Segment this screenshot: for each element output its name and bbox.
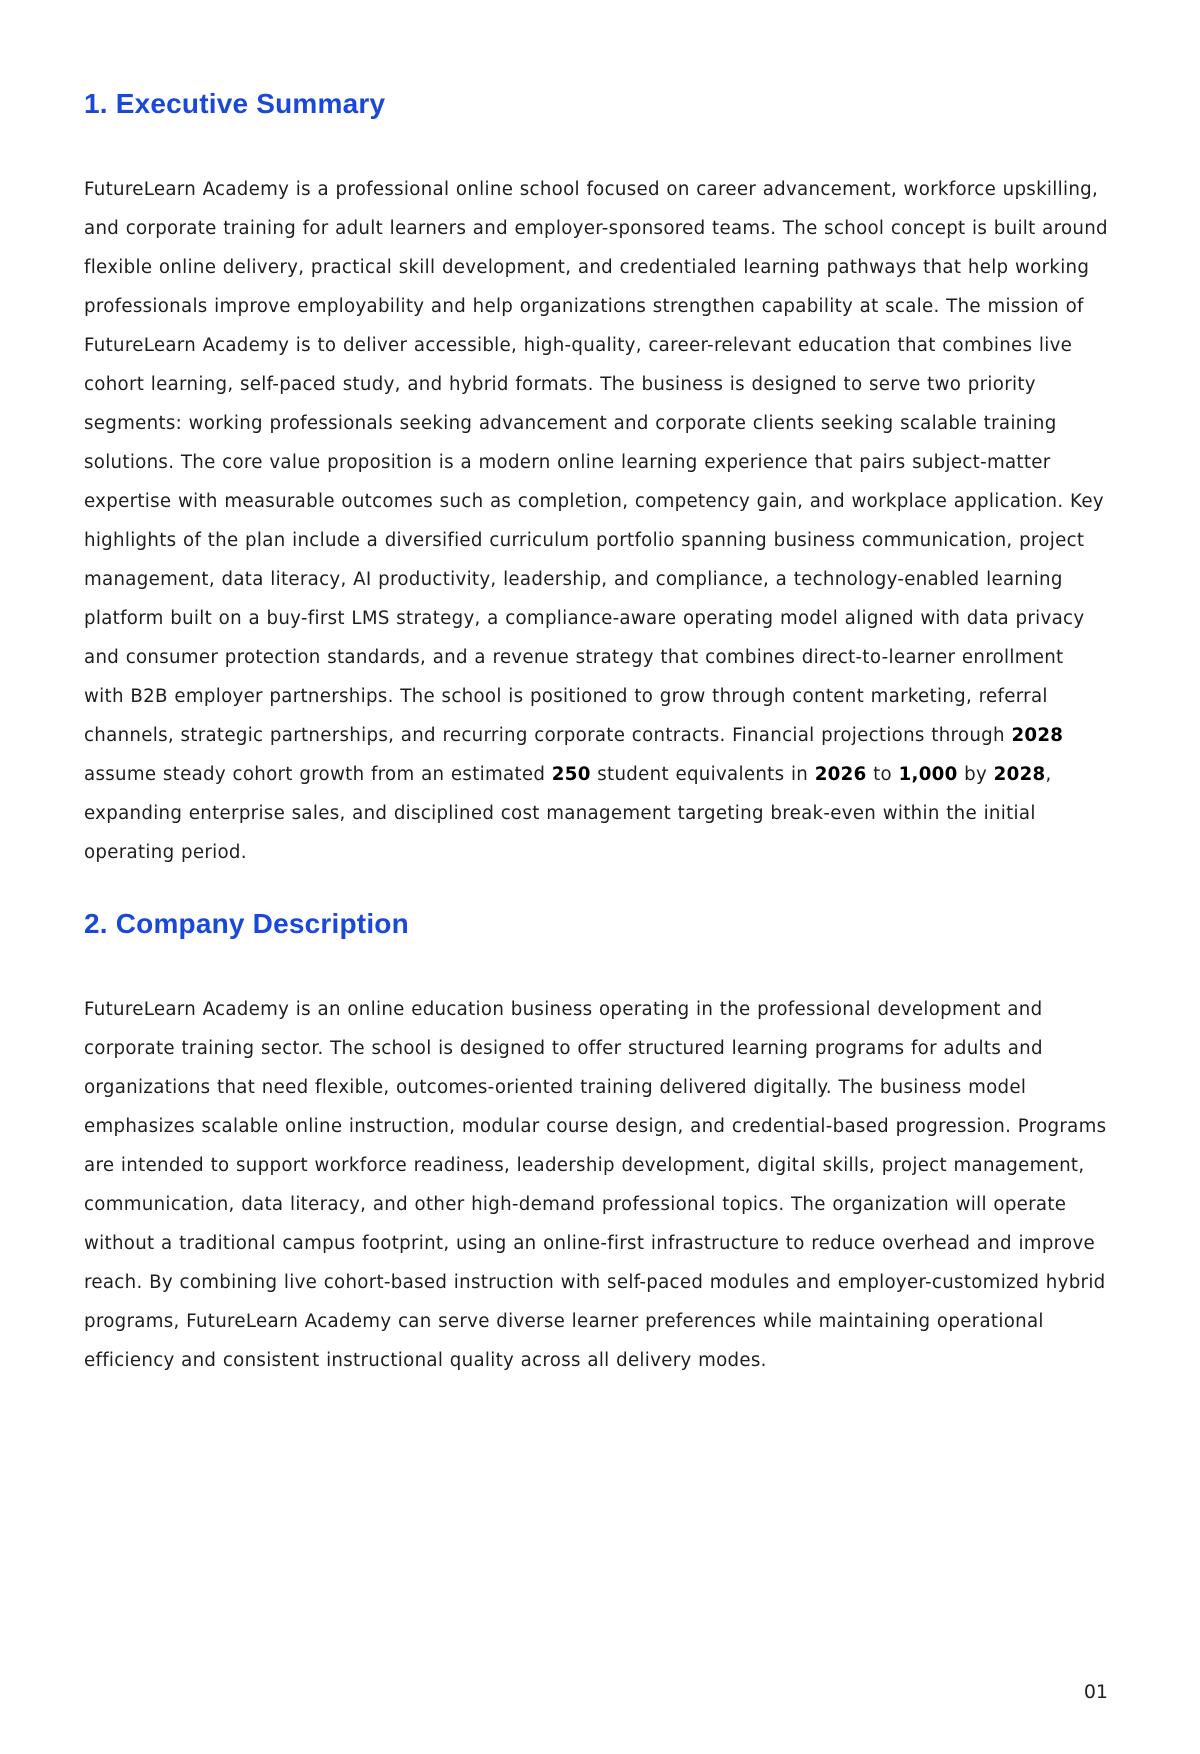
bold-figure: 2028 bbox=[993, 764, 1046, 785]
section-executive-summary bbox=[84, 84, 1109, 872]
section-body bbox=[84, 170, 1109, 872]
section-company-description bbox=[84, 904, 1109, 1380]
body-text-run: by bbox=[957, 764, 994, 785]
bold-figure: 2028 bbox=[1011, 725, 1064, 746]
body-text-run: , expanding enterprise sales, and disciplined cost management targeting break-even within the initial operating period. bbox=[84, 764, 1052, 863]
bold-figure: 250 bbox=[551, 764, 591, 785]
body-text-run: FutureLearn Academy is an online education business operating in the professional development and corporate training sector. The school is designed to offer structured learning programs for adults and organizations that need flexible, outcomes-oriented training delivered digitally. The business model emphasizes scalable online instruction, modular course design, and credential-based progression. Programs are intended to support workforce readiness, leadership development, digital skills, project management, communication, data literacy, and other high-demand professional topics. The organization will operate without a traditional campus footprint, using an online-first infrastructure to reduce overhead and improve reach. By combining live cohort-based instruction with self-paced modules and employer-customized hybrid programs, FutureLearn Academy can serve diverse learner preferences while maintaining operational efficiency and consistent instructional quality across all delivery modes. bbox=[84, 999, 1107, 1371]
body-text-run: to bbox=[866, 764, 899, 785]
bold-figure: 1,000 bbox=[898, 764, 958, 785]
section-heading: 2. Company Description bbox=[84, 908, 409, 939]
body-text-run: student equivalents in bbox=[590, 764, 815, 785]
body-text-run: FutureLearn Academy is a professional online school focused on career advancement, workforce upskilling, and corporate training for adult learners and employer-sponsored teams. The school concept is built around flexible online delivery, practical skill development, and credentialed learning pathways that help working professionals improve employability and help organizations strengthen capability at scale. The mission of FutureLearn Academy is to deliver accessible, high-quality, career-relevant education that combines live cohort learning, self-paced study, and hybrid formats. The business is designed to serve two priority segments: working professionals seeking advancement and corporate clients seeking scalable training solutions. The core value proposition is a modern online learning experience that pairs subject-matter expertise with measurable outcomes such as completion, competency gain, and workplace application. Key highlights of the plan include a diversified curriculum portfolio spanning business communication, project management, data literacy, AI productivity, leadership, and compliance, a technology-enabled learning platform built on a buy-first LMS strategy, a compliance-aware operating model aligned with data privacy and consumer protection standards, and a revenue strategy that combines direct-to-learner enrollment with B2B employer partnerships. The school is positioned to grow through content marketing, referral channels, strategic partnerships, and recurring corporate contracts. Financial projections through bbox=[84, 179, 1108, 746]
section-body bbox=[84, 990, 1109, 1380]
page-number: 01 bbox=[1083, 1681, 1108, 1703]
bold-figure: 2026 bbox=[814, 764, 867, 785]
section-heading: 1. Executive Summary bbox=[84, 88, 386, 119]
body-text-run: assume steady cohort growth from an estimated bbox=[84, 764, 552, 785]
